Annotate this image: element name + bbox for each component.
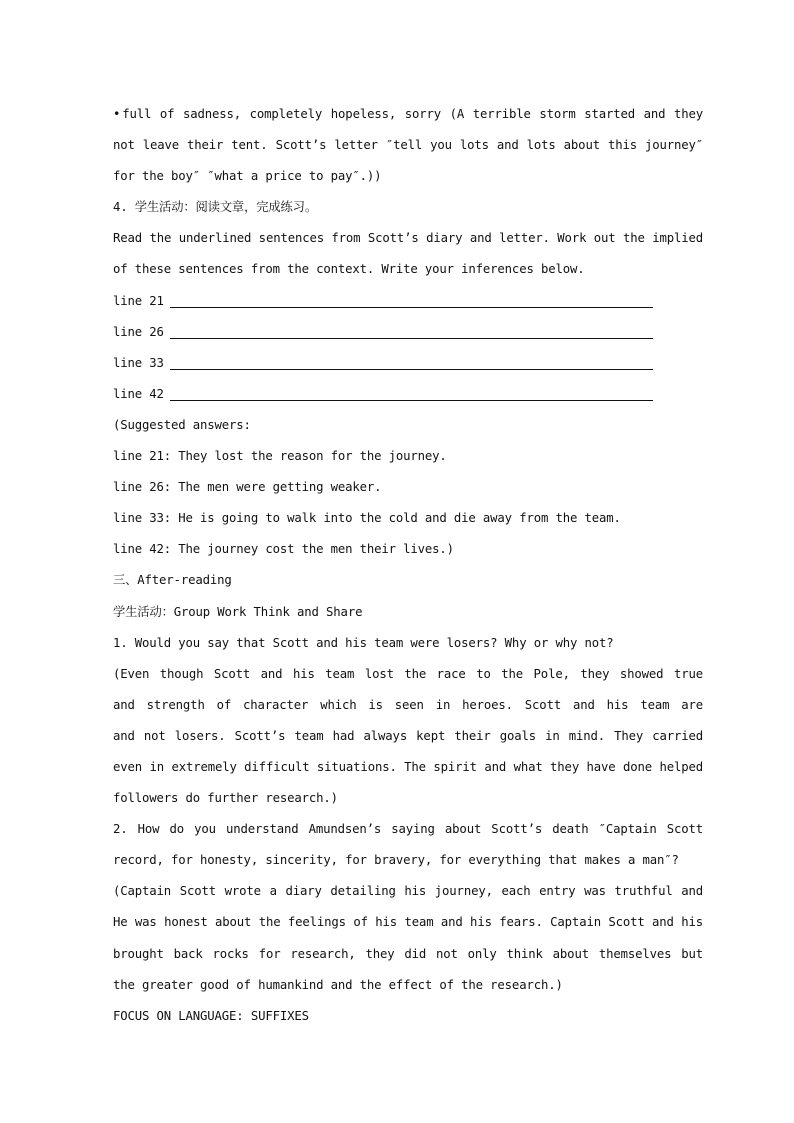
bullet-paragraph-line-3: for the boy″ ″what a price to pay″.)) (113, 169, 382, 184)
bullet-paragraph-line-2: not leave their tent. Scott’s letter ″tell you lots and lots about this journey″ (113, 138, 703, 153)
answer-blank-row (113, 379, 703, 410)
question-2-line: 2. How do you understand Amundsen’s saying about Scott’s death ″Captain Scott (113, 822, 703, 837)
answer-1-line: (Even though Scott and his team lost the race to the Pole, they showed true (113, 666, 703, 681)
answer-1-line: and strength of character which is seen in heroes. Scott and his team are (113, 697, 703, 712)
answer-1-line: followers do further research.) (113, 791, 338, 806)
bullet-text: full of sadness, completely hopeless, sorry (A terrible storm started and they (122, 107, 703, 121)
instruction-line-2: of these sentences from the context. Write your inferences below. (113, 262, 585, 277)
answer-2-line: brought back rocks for research, they did not only think about themselves but (113, 946, 703, 961)
item4-heading: 4. 学生活动：阅读文章，完成练习。 (113, 200, 317, 215)
answer-blank-row (113, 348, 703, 379)
blank-label: line 21 (113, 293, 164, 308)
answer-blank-line[interactable] (170, 382, 653, 401)
question-2-line: record, for honesty, sincerity, for bravery, for everything that makes a man″? (113, 853, 679, 868)
answer-1-line: even in extremely difficult situations. The spirit and what they have done helped (113, 759, 703, 774)
focus-heading: FOCUS ON LANGUAGE: SUFFIXES (113, 1008, 309, 1023)
bullet-paragraph-line-1 (113, 99, 703, 130)
document-body (113, 99, 703, 1032)
answer-blank-line[interactable] (170, 351, 653, 370)
answer-2-line: (Captain Scott wrote a diary detailing his journey, each entry was truthful and (113, 884, 703, 899)
answer-2-line: He was honest about the feelings of his team and his fears. Captain Scott and his (113, 915, 703, 930)
blank-label: line 42 (113, 386, 164, 401)
answer-blank-row (113, 317, 703, 348)
answer-1-line: and not losers. Scott’s team had always kept their goals in mind. They carried (113, 728, 703, 743)
question-1: 1. Would you say that Scott and his team were losers? Why or why not? (113, 635, 614, 650)
answer-blank-line[interactable] (170, 320, 653, 339)
answer-2-line: the greater good of humankind and the effect of the research.) (113, 977, 563, 992)
blank-label: line 26 (113, 324, 164, 339)
answer-blank-row (113, 286, 703, 317)
suggested-answer: line 42: The journey cost the men their lives.) (113, 542, 454, 557)
instruction-line-1: Read the underlined sentences from Scott’s diary and letter. Work out the implied (113, 231, 703, 246)
answer-blank-line[interactable] (170, 289, 653, 308)
suggested-answer: line 33: He is going to walk into the cold and die away from the team. (113, 511, 621, 526)
blank-label: line 33 (113, 355, 164, 370)
activity-heading: 学生活动：Group Work Think and Share (113, 604, 363, 619)
suggested-answer: line 21: They lost the reason for the journey. (113, 449, 447, 464)
suggested-answers-heading: (Suggested answers: (113, 417, 251, 432)
bullet-icon: • (113, 107, 121, 121)
section-heading: 三、After-reading (113, 573, 232, 588)
suggested-answer: line 26: The men were getting weaker. (113, 480, 382, 495)
